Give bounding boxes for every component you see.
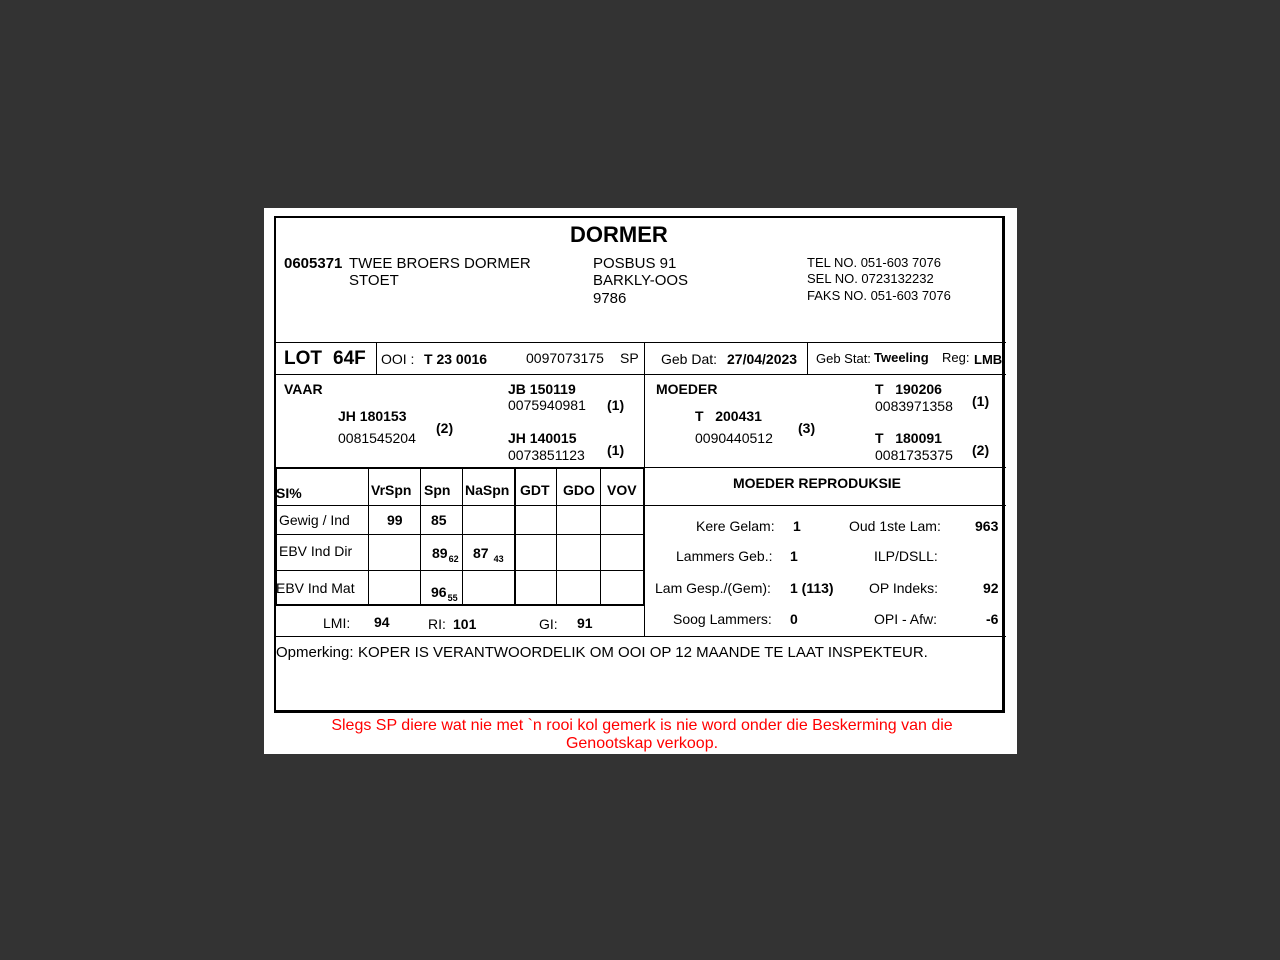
dam-sire-number: 0083971358: [875, 398, 953, 414]
faks-number: FAKS NO. 051-603 7076: [807, 288, 951, 303]
table-line: [368, 469, 369, 604]
row-label-gewig: Gewig / Ind: [279, 512, 350, 528]
lammers-geb-value: 1: [790, 548, 798, 564]
divider: [644, 636, 1006, 637]
ri-label: RI:: [428, 616, 446, 632]
reg-value: LMB: [974, 352, 1003, 367]
tel-number: TEL NO. 051-603 7076: [807, 255, 941, 270]
divider: [644, 343, 645, 374]
lam-gesp-label: Lam Gesp./(Gem):: [655, 580, 771, 596]
dam-dam-id: T 180091: [875, 430, 942, 446]
class-code: SP: [620, 350, 639, 366]
gi-value: 91: [577, 615, 593, 631]
col-header-spn: Spn: [424, 482, 451, 498]
address-line1: POSBUS 91: [593, 255, 677, 272]
ebv-mat-spn: [431, 584, 458, 603]
birth-status-label: Geb Stat:: [816, 351, 871, 366]
table-line: [277, 534, 644, 535]
table-line: [600, 469, 601, 604]
ooi-id: T 23 0016: [424, 351, 488, 367]
sire-dam-id: JH 140015: [508, 430, 577, 446]
ebv-dir-spn-value: 89: [432, 545, 448, 561]
table-border: [514, 467, 516, 606]
table-line: [556, 469, 557, 604]
divider: [276, 636, 644, 637]
lmi-label: LMI:: [323, 615, 351, 631]
breed-title: DORMER: [570, 222, 668, 247]
dam-dam-count: (2): [972, 442, 990, 458]
protection-notice: Slegs SP diere wat nie met `n rooi kol gemerk is nie word onder die Beskerming van die Genootskap verkoop.: [331, 717, 953, 752]
owner-name-line2: STOET: [349, 272, 399, 289]
sire-dam-number: 0073851123: [508, 447, 585, 463]
dam-sire-count: (1): [972, 393, 990, 409]
table-line: [462, 469, 463, 604]
col-header-gdt: GDT: [520, 482, 550, 498]
ebv-dir-naspn-accuracy: 43: [493, 554, 504, 564]
sire-count: (2): [436, 420, 454, 436]
address-line2: BARKLY-OOS: [593, 272, 689, 289]
col-header-vov: VOV: [607, 482, 637, 498]
dam-count: (3): [798, 420, 816, 436]
ebv-mat-spn-value: 96: [431, 584, 447, 600]
reproduction-title: MOEDER REPRODUKSIE: [733, 475, 902, 491]
oud-1ste-lam-label: Oud 1ste Lam:: [849, 518, 941, 534]
ebv-dir-naspn: [473, 545, 504, 564]
ebv-dir-naspn-value: 87: [473, 545, 489, 561]
table-line: [420, 469, 421, 604]
dam-number: 0090440512: [695, 430, 773, 446]
divider: [276, 342, 1006, 343]
table-border: [275, 604, 645, 606]
col-header-gdo: GDO: [563, 482, 595, 498]
col-header-naspn: NaSpn: [465, 482, 510, 498]
table-line: [277, 505, 644, 506]
lmi-value: 94: [374, 614, 390, 630]
vaar-label: VAAR: [284, 381, 323, 397]
ebv-dir-spn-accuracy: 62: [448, 554, 459, 564]
moeder-label: MOEDER: [656, 381, 718, 397]
divider: [644, 505, 1006, 506]
col-header-si: SI%: [276, 485, 302, 501]
divider: [644, 467, 1006, 468]
col-header-vrspn: VrSpn: [371, 482, 412, 498]
remark-text: KOPER IS VERANTWOORDELIK OM OOI OP 12 MAANDE TE LAAT INSPEKTEUR.: [358, 644, 928, 661]
table-border: [275, 467, 645, 469]
lammers-geb-label: Lammers Geb.:: [676, 548, 773, 564]
sire-sire-count: (1): [607, 397, 625, 413]
lam-gesp-value: 1 (113): [790, 580, 834, 596]
gewig-spn: 85: [431, 512, 447, 528]
row-label-ebv-dir: EBV Ind Dir: [279, 543, 353, 559]
birth-date: 27/04/2023: [727, 351, 798, 367]
sire-sire-number: 0075940981: [508, 397, 586, 413]
ri-value: 101: [453, 616, 477, 632]
owner-name-line1: TWEE BROERS DORMER: [349, 255, 531, 272]
soog-lammers-value: 0: [790, 611, 798, 627]
member-number: 0605371: [284, 255, 343, 272]
divider: [376, 343, 377, 374]
sire-dam-count: (1): [607, 442, 625, 458]
dam-dam-number: 0081735375: [875, 447, 953, 463]
sire-sire-id: JB 150119: [508, 381, 576, 397]
sel-number: SEL NO. 0723132232: [807, 271, 934, 286]
kere-gelam-label: Kere Gelam:: [696, 518, 775, 534]
dam-sire-id: T 190206: [875, 381, 942, 397]
lot-number: 64F: [333, 348, 366, 369]
op-indeks-value: 92: [983, 580, 999, 596]
remark-label: Opmerking:: [276, 644, 354, 661]
reg-label: Reg:: [942, 350, 970, 365]
soog-lammers-label: Soog Lammers:: [673, 611, 772, 627]
sire-id: JH 180153: [338, 408, 407, 424]
opi-afw-value: -6: [986, 611, 999, 627]
ilp-dsll-label: ILP/DSLL:: [874, 548, 938, 564]
birth-date-label: Geb Dat:: [661, 351, 718, 367]
ebv-mat-spn-accuracy: 55: [447, 593, 458, 603]
table-line: [277, 570, 644, 571]
gewig-vrspn: 99: [387, 512, 403, 528]
lot-label: LOT: [284, 348, 322, 369]
registration-number: 0097073175: [526, 350, 604, 366]
divider: [276, 374, 1006, 375]
op-indeks-label: OP Indeks:: [869, 580, 939, 596]
gi-label: GI:: [539, 616, 558, 632]
ooi-label: OOI :: [381, 351, 415, 367]
oud-1ste-lam-value: 963: [975, 518, 999, 534]
opi-afw-label: OPI - Afw:: [874, 611, 938, 627]
dam-id: T 200431: [695, 408, 762, 424]
divider: [807, 343, 808, 374]
table-border: [643, 467, 645, 606]
sire-number: 0081545204: [338, 430, 416, 446]
ebv-dir-spn: [432, 545, 459, 564]
birth-status: Tweeling: [874, 350, 929, 365]
row-label-ebv-mat: EBV Ind Mat: [276, 580, 355, 596]
address-line3: 9786: [593, 290, 627, 307]
kere-gelam-value: 1: [793, 518, 801, 534]
